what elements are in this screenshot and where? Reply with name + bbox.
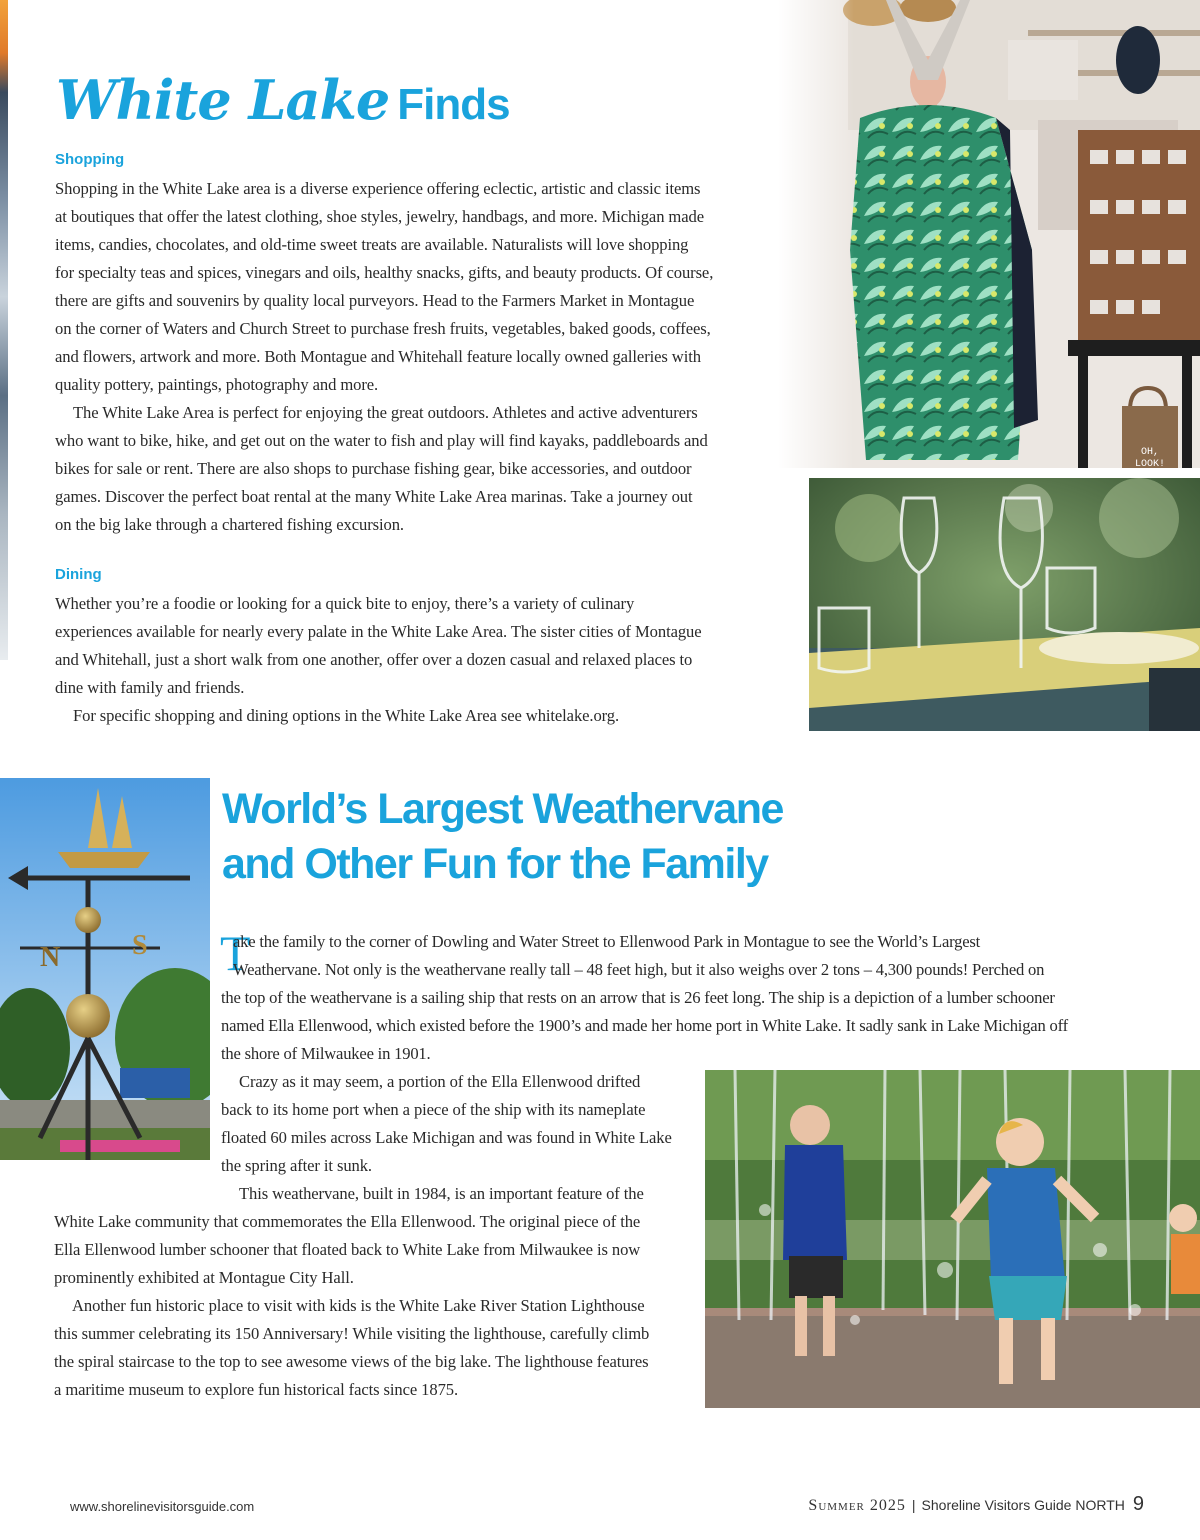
page-number: 9 [1132,1493,1144,1515]
text-line: back to its home port when a piece of the ship with its nameplate [221,1100,646,1119]
text-line: quality pottery, paintings, photography and more. [55,375,379,394]
section-title-weathervane [222,782,783,892]
text-line: items, candies, chocolates, and old-time sweet treats are available. Naturalists will love shopping [55,235,689,254]
text-line: the spring after it sunk. [221,1156,372,1175]
text-line: Whether you’re a foodie or looking for a quick bite to enjoy, there’s a variety of culinary [55,594,635,613]
weathervane-paragraph-3 [54,1208,640,1292]
text-line: ake the family to the corner of Dowling and Water Street to Ellenwood Park in Montague to see the World’s Largest [233,932,981,951]
text-line: Shopping in the White Lake area is a diverse experience offering eclectic, artistic and classic items [55,179,701,198]
weathervane-letter-s: S [132,930,148,961]
heading-shopping: Shopping [55,151,125,168]
text-line: on the corner of Waters and Church Street to purchase fresh fruits, vegetables, baked goods, coffees, [55,319,711,338]
shopping-paragraph-1 [55,175,713,399]
footer-separator: | [911,1497,916,1513]
dining-paragraph-2 [55,702,619,730]
shopping-paragraph-2 [55,399,708,539]
text-line: and Whitehall, just a short walk from one another, offer over a dozen casual and relaxed places to [55,650,693,669]
title-plain-part: Finds [397,80,510,129]
lighthouse-paragraph [54,1292,649,1404]
boutique-clothing-photo [778,0,1200,468]
splash-pad-kids-photo [705,1070,1200,1408]
text-line: on the big lake through a chartered fishing excursion. [55,515,404,534]
footer-publication: Shoreline Visitors Guide NORTH [921,1497,1125,1513]
title-line: and Other Fun for the Family [222,840,768,888]
text-line: the shore of Milwaukee in 1901. [221,1044,431,1063]
text-line: Another fun historic place to visit with kids is the White Lake River Station Lighthouse [72,1296,645,1315]
text-line: games. Discover the perfect boat rental at the many White Lake Area marinas. Take a journey out [55,487,693,506]
text-line: bikes for sale or rent. There are also shops to purchase fishing gear, bike accessories, and outdoor [55,459,692,478]
text-line: Weathervane. Not only is the weathervane really tall – 48 feet high, but it also weighs over 2 tons – 4,300 pounds! Perched on [233,960,1045,979]
text-line: at boutiques that offer the latest clothing, shoe styles, jewelry, handbags, and more. Michigan made [55,207,704,226]
text-line: the top of the weathervane is a sailing ship that rests on an arrow that is 26 feet long. The ship is a depiction of a lumber schooner [221,988,1055,1007]
weathervane-paragraph-3-first-line [239,1180,644,1208]
footer-website: www.shorelinevisitorsguide.com [70,1499,255,1514]
text-line: dine with family and friends. [55,678,245,697]
weathervane-letter-n: N [40,942,61,973]
title-line: World’s Largest Weathervane [222,785,783,833]
text-line: and flowers, artwork and more. Both Montague and Whitehall feature locally owned galleries with [55,347,701,366]
text-line: for specialty teas and spices, vinegars and oils, healthy snacks, gifts, and beauty products. Of course, [55,263,714,282]
text-line: The White Lake Area is perfect for enjoying the great outdoors. Athletes and active adventurers [73,403,698,422]
footer-publication-info [808,1493,1144,1516]
text-line: For specific shopping and dining options in the White Lake Area see whitelake.org. [73,706,620,725]
drop-cap: T [220,925,251,981]
text-line: this summer celebrating its 150 Anniversary! While visiting the lighthouse, carefully climb [54,1324,650,1343]
text-line: the spiral staircase to the top to see awesome views of the big lake. The lighthouse features [54,1352,649,1371]
footer-season: Summer 2025 [808,1497,906,1514]
text-line: This weathervane, built in 1984, is an important feature of the [239,1184,644,1203]
text-line: Ella Ellenwood lumber schooner that floated back to White Lake from Milwaukee is now [54,1240,641,1259]
text-line: White Lake community that commemorates the Ella Ellenwood. The original piece of the [54,1212,641,1231]
section-title-white-lake-finds [56,68,510,132]
text-line: Crazy as it may seem, a portion of the Ella Ellenwood drifted [239,1072,641,1091]
text-line: a maritime museum to explore fun historical facts since 1875. [54,1380,459,1399]
heading-dining: Dining [55,566,102,583]
text-line: who want to bike, hike, and get out on the water to fish and play will find kayaks, paddleboards and [55,431,708,450]
weathervane-paragraph-2 [221,1068,672,1180]
text-line: named Ella Ellenwood, which existed before the 1900’s and made her home port in White Lake. It sadly sank in Lake Michigan off [221,1016,1068,1035]
text-line: prominently exhibited at Montague City Hall. [54,1268,354,1287]
dining-wine-glasses-photo [809,478,1200,731]
text-line: floated 60 miles across Lake Michigan and was found in White Lake [221,1128,672,1147]
page-edge-photo-strip [0,0,8,660]
text-line: experiences available for nearly every palate in the White Lake Area. The sister cities of Montague [55,622,702,641]
title-script-part: White Lake [56,68,390,132]
weathervane-photo [0,778,210,1160]
text-line: there are gifts and souvenirs by quality local purveyors. Head to the Farmers Market in Montague [55,291,695,310]
weathervane-paragraph-1 [220,925,1068,1068]
dining-paragraph-1 [55,590,702,702]
